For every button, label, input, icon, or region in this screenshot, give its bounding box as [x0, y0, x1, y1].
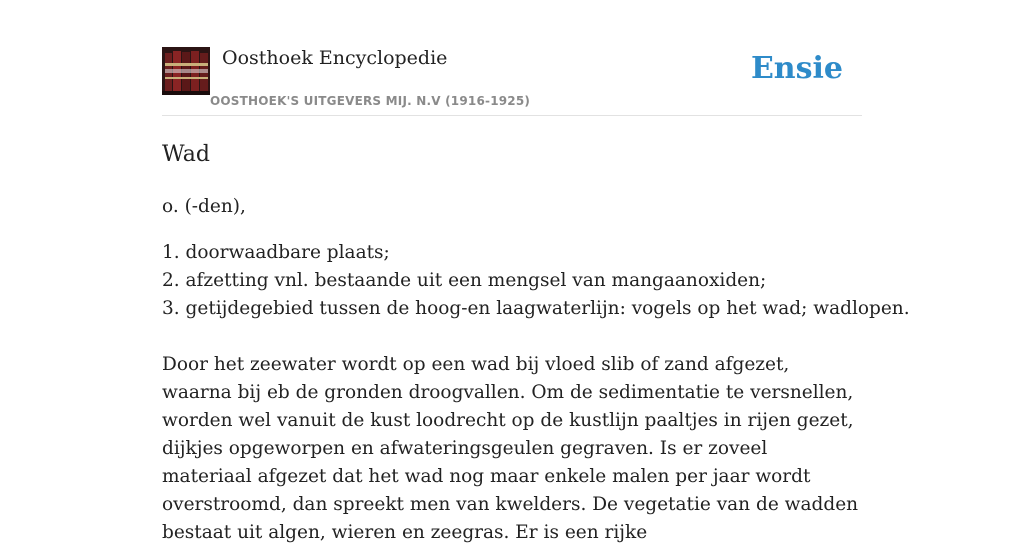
sense-item: 1. doorwaadbare plaats; — [162, 242, 390, 263]
book-spines-icon[interactable] — [162, 47, 210, 95]
entry-title: Wad — [162, 142, 210, 167]
site-header — [162, 0, 862, 116]
sense-list — [162, 239, 910, 323]
sense-item: 3. getijdegebied tussen de hoog-en laagwaterlijn: vogels op het wad; wadlopen. — [162, 298, 910, 319]
sense-item: 2. afzetting vnl. bestaande uit een mengsel van mangaanoxiden; — [162, 270, 767, 291]
page-container — [162, 0, 910, 543]
publisher-label: OOSTHOEK'S UITGEVERS MIJ. N.V (1916-1925) — [210, 94, 531, 108]
entry-body: Door het zeewater wordt op een wad bij vloed slib of zand afgezet, waarna bij eb de gronden droogvallen. Om de sedimentatie te versnellen, worden wel vanuit de kust loodrecht op de kustlijn paaltjes in rijen gezet, dijkjes opgeworpen en afwateringsgeulen gegraven. Is er zoveel materiaal afgezet dat het wad nog maar enkele malen per jaar wordt overstroomd, dan spreekt men van kwelders. De vegetatie van de wadden bestaat uit algen, wieren en zeegras. Er is een rijke — [162, 354, 859, 543]
site-title[interactable]: Oosthoek Encyclopedie — [222, 47, 448, 69]
entry-grammar: o. (-den), — [162, 196, 246, 217]
ensie-logo[interactable]: Ensie — [750, 51, 843, 86]
